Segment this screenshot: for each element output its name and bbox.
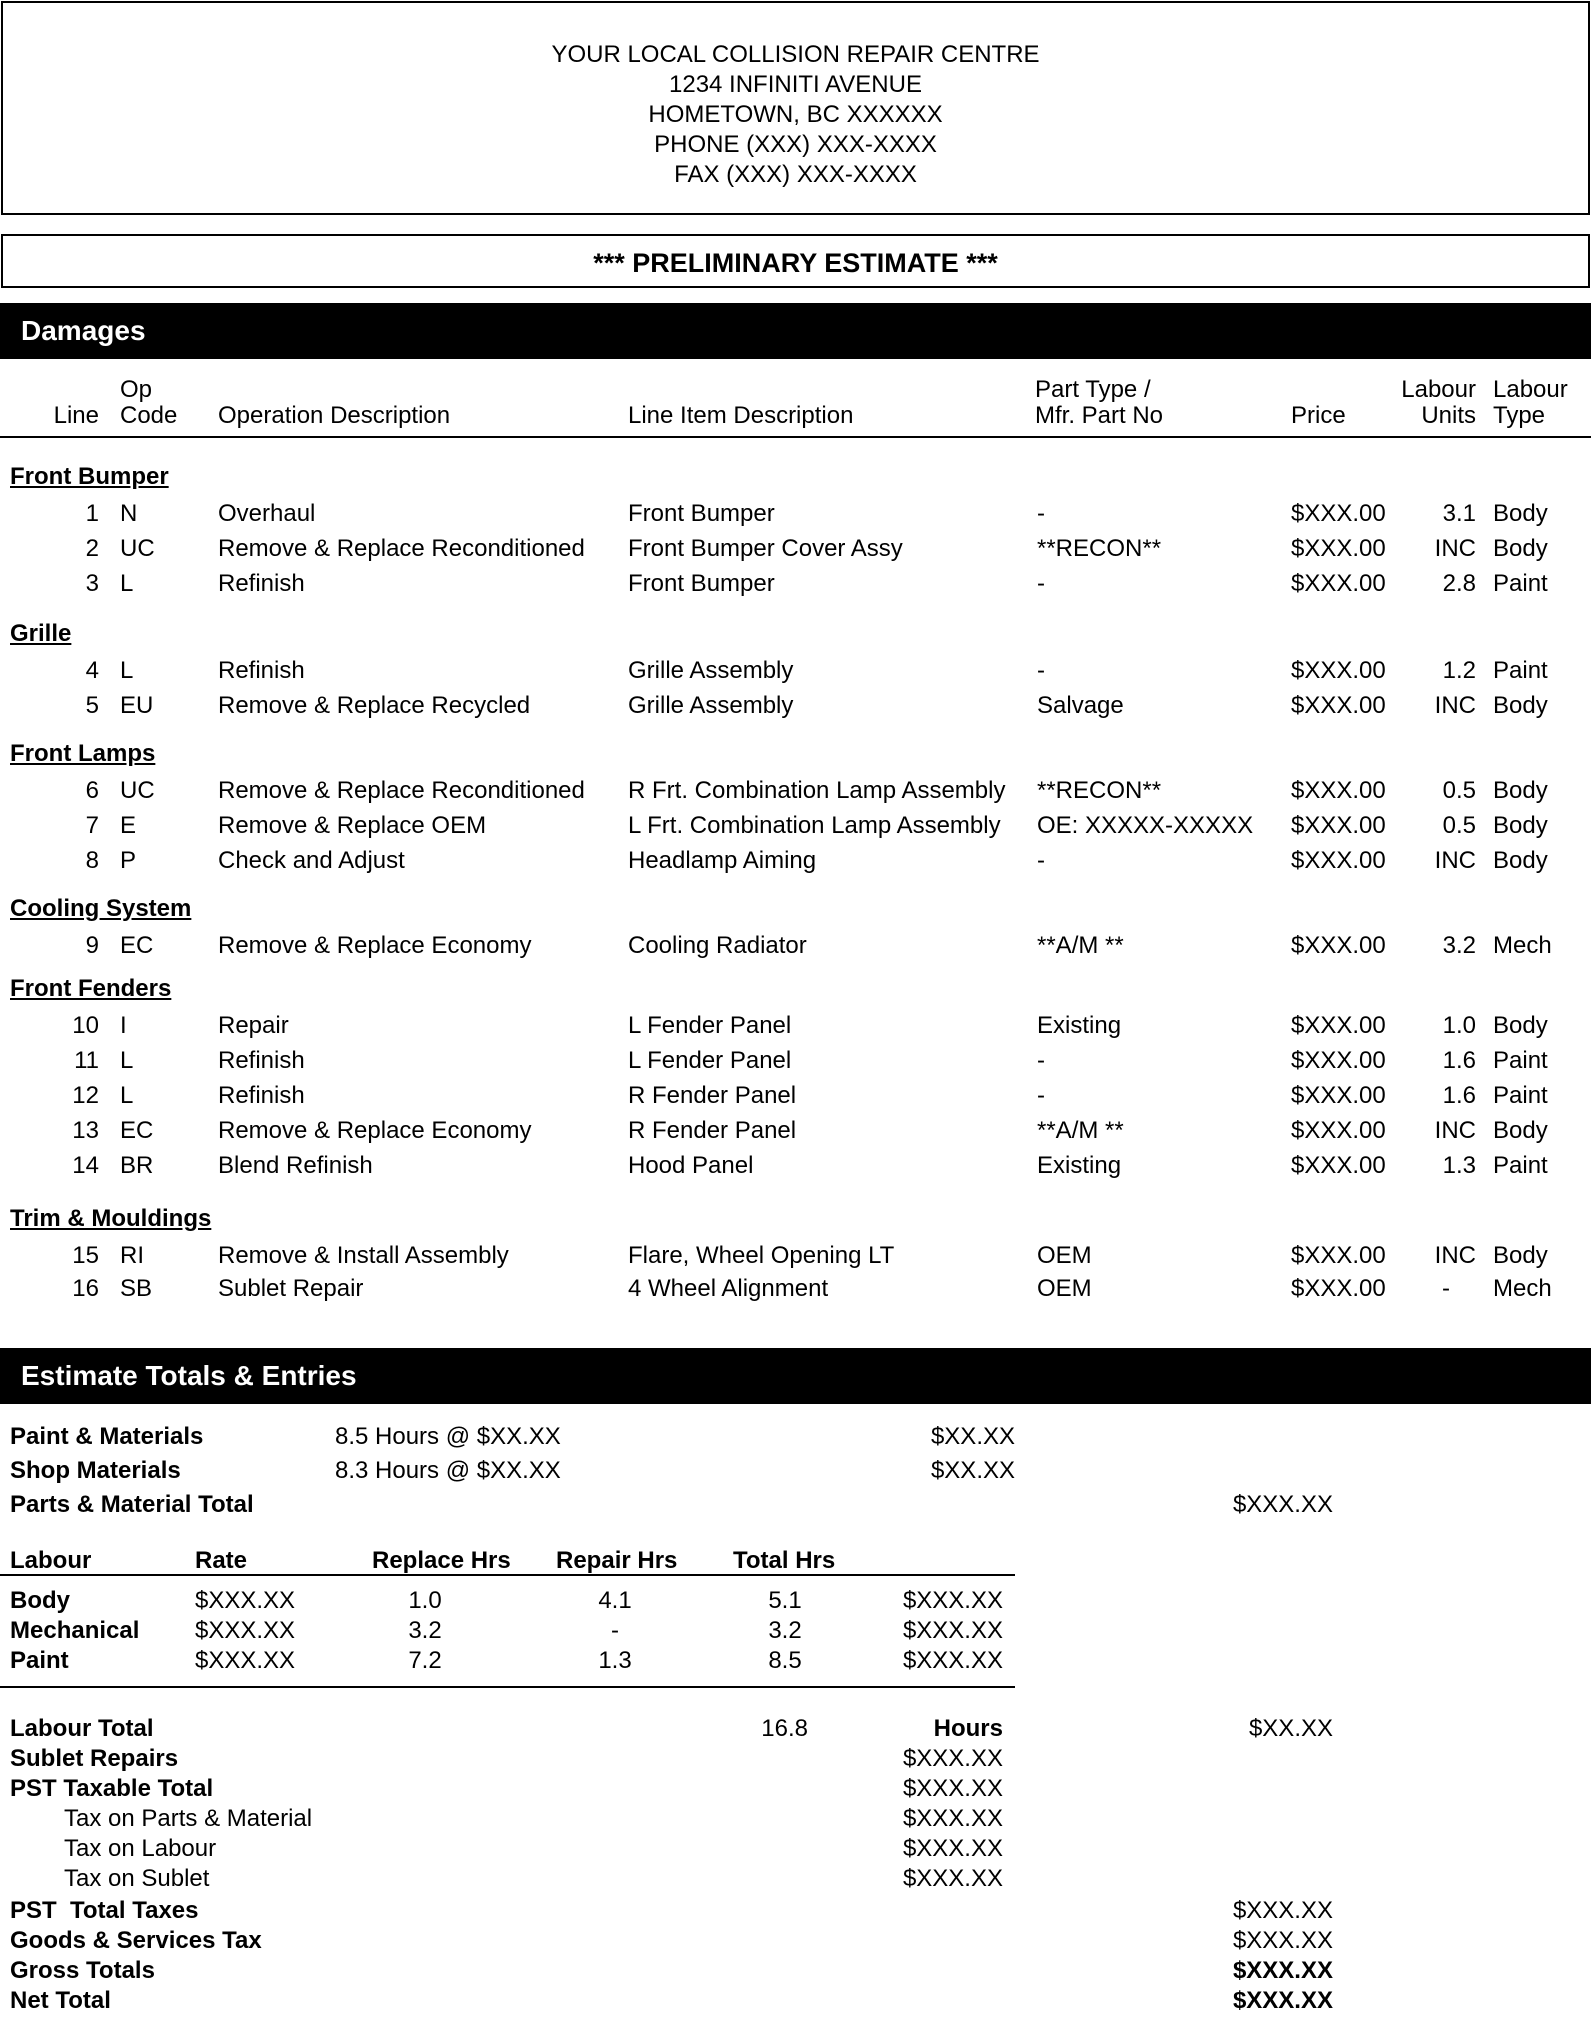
cell-price: $XXX.00 <box>1291 692 1386 719</box>
cell-type: Body <box>1493 692 1548 719</box>
cell-item: L Frt. Combination Lamp Assembly <box>628 812 1001 839</box>
damages-section-bar: Damages <box>0 303 1591 359</box>
cell-line: 5 <box>85 692 99 719</box>
labour-cell-repair: 4.1 <box>598 1587 632 1614</box>
cell-type: Body <box>1493 847 1548 874</box>
cell-op: Overhaul <box>218 500 316 527</box>
cell-part: - <box>1037 657 1045 684</box>
shop-materials-detail: 8.3 Hours @ $XX.XX <box>335 1457 561 1484</box>
totals-section-bar: Estimate Totals & Entries <box>0 1348 1591 1404</box>
cell-line: 13 <box>72 1117 99 1144</box>
cell-line: 1 <box>85 500 99 527</box>
cell-price: $XXX.00 <box>1291 812 1386 839</box>
cell-op: Blend Refinish <box>218 1152 373 1179</box>
cell-line: 9 <box>85 932 99 959</box>
cell-op: Remove & Replace Reconditioned <box>218 777 585 804</box>
cell-part: - <box>1037 1047 1045 1074</box>
col-units-top: Labour <box>1401 376 1476 403</box>
cell-op: Sublet Repair <box>218 1275 364 1302</box>
tax-labour-amount: $XXX.XX <box>902 1835 1003 1862</box>
cell-price: $XXX.00 <box>1291 570 1386 597</box>
cell-op: Refinish <box>218 657 305 684</box>
cell-code: L <box>120 1047 134 1074</box>
gst-label: Goods & Services Tax <box>10 1927 262 1954</box>
cell-type: Body <box>1493 535 1548 562</box>
gross-total-label: Gross Totals <box>10 1957 155 1984</box>
cell-code: EU <box>120 692 154 719</box>
paint-materials-amount: $XX.XX <box>930 1423 1015 1450</box>
cell-code: UC <box>120 777 155 804</box>
cell-item: Grille Assembly <box>628 692 794 719</box>
cell-type: Body <box>1493 500 1548 527</box>
cell-code: L <box>120 657 134 684</box>
cell-code: N <box>120 500 138 527</box>
cell-item: R Frt. Combination Lamp Assembly <box>628 777 1006 804</box>
shop-fax: FAX (XXX) XXX-XXXX <box>674 161 917 188</box>
cell-price: $XXX.00 <box>1291 657 1386 684</box>
group-title: Trim & Mouldings <box>10 1205 212 1232</box>
cell-price: $XXX.00 <box>1291 777 1386 804</box>
cell-price: $XXX.00 <box>1291 847 1386 874</box>
cell-units: 3.1 <box>1442 500 1476 527</box>
col-type-top: Labour <box>1493 376 1568 403</box>
col-item-desc: Line Item Description <box>628 402 854 429</box>
shop-name: YOUR LOCAL COLLISION REPAIR CENTRE <box>551 41 1040 68</box>
labour-cell-rate: $XXX.XX <box>195 1617 296 1644</box>
cell-part: **RECON** <box>1037 777 1162 804</box>
parts-total-amount: $XXX.XX <box>1232 1491 1333 1518</box>
labour-total-amount: $XX.XX <box>1248 1715 1333 1742</box>
labour-cell-amount: $XXX.XX <box>902 1617 1003 1644</box>
col-part-bottom: Mfr. Part No <box>1035 402 1164 429</box>
cell-op: Remove & Replace Economy <box>218 1117 532 1144</box>
cell-type: Paint <box>1493 1152 1548 1179</box>
cell-units: 1.6 <box>1442 1082 1476 1109</box>
labour-cell-name: Paint <box>10 1647 69 1674</box>
cell-code: UC <box>120 535 155 562</box>
cell-code: P <box>120 847 137 874</box>
cell-price: $XXX.00 <box>1291 932 1386 959</box>
cell-code: E <box>120 812 137 839</box>
labour-col-labour: Labour <box>10 1547 92 1574</box>
cell-type: Paint <box>1493 1047 1548 1074</box>
cell-line: 6 <box>85 777 99 804</box>
cell-type: Body <box>1493 1242 1548 1269</box>
col-units-bottom: Units <box>1421 402 1476 429</box>
sublet-label: Sublet Repairs <box>10 1745 179 1772</box>
labour-cell-name: Body <box>10 1587 70 1614</box>
labour-cell-amount: $XXX.XX <box>902 1587 1003 1614</box>
tax-sublet-amount: $XXX.XX <box>902 1865 1003 1892</box>
net-total-amount: $XXX.XX <box>1232 1987 1333 2014</box>
cell-line: 2 <box>85 535 99 562</box>
cell-item: 4 Wheel Alignment <box>628 1275 829 1302</box>
group-title: Front Bumper <box>10 463 169 490</box>
parts-total-label: Parts & Material Total <box>10 1491 254 1518</box>
cell-type: Paint <box>1493 570 1548 597</box>
pst-total-label: PST Total Taxes <box>10 1897 199 1924</box>
cell-type: Paint <box>1493 1082 1548 1109</box>
cell-part: OEM <box>1037 1275 1092 1302</box>
shop-city: HOMETOWN, BC XXXXXX <box>648 101 943 128</box>
cell-item: L Fender Panel <box>628 1012 792 1039</box>
estimate-title-box <box>1 234 1590 288</box>
damages-header-rule <box>0 436 1591 438</box>
cell-units: INC <box>1434 692 1476 719</box>
sublet-amount: $XXX.XX <box>902 1745 1003 1772</box>
cell-line: 4 <box>85 657 99 684</box>
net-total-label: Net Total <box>10 1987 111 2014</box>
tax-parts-label: Tax on Parts & Material <box>64 1805 313 1832</box>
gst-amount: $XXX.XX <box>1232 1927 1333 1954</box>
paint-materials-detail: 8.5 Hours @ $XX.XX <box>335 1423 561 1450</box>
cell-type: Paint <box>1493 657 1548 684</box>
labour-cell-total: 3.2 <box>768 1617 802 1644</box>
cell-item: R Fender Panel <box>628 1117 797 1144</box>
cell-line: 11 <box>74 1047 99 1074</box>
cell-units: INC <box>1434 535 1476 562</box>
cell-price: $XXX.00 <box>1291 1047 1386 1074</box>
cell-code: EC <box>120 932 154 959</box>
shop-header-box <box>1 1 1590 215</box>
col-type-bottom: Type <box>1493 402 1546 429</box>
labour-col-rate: Rate <box>195 1547 248 1574</box>
labour-cell-replace: 3.2 <box>408 1617 442 1644</box>
cell-type: Body <box>1493 1117 1548 1144</box>
estimate-title: *** PRELIMINARY ESTIMATE *** <box>593 248 998 278</box>
labour-total-hours-label: Hours <box>933 1715 1003 1742</box>
cell-item: Headlamp Aiming <box>628 847 817 874</box>
col-part-top: Part Type / <box>1035 376 1151 403</box>
cell-price: $XXX.00 <box>1291 1012 1386 1039</box>
cell-price: $XXX.00 <box>1291 1152 1386 1179</box>
pst-taxable-label: PST Taxable Total <box>10 1775 214 1802</box>
labour-cell-name: Mechanical <box>10 1617 140 1644</box>
labour-footer-rule <box>0 1686 1015 1688</box>
col-op-bottom: Code <box>120 402 178 429</box>
col-price: Price <box>1291 402 1346 429</box>
col-line: Line <box>53 402 99 429</box>
cell-op: Refinish <box>218 570 305 597</box>
labour-cell-amount: $XXX.XX <box>902 1647 1003 1674</box>
cell-part: **A/M ** <box>1037 932 1124 959</box>
cell-line: 12 <box>72 1082 99 1109</box>
cell-item: Hood Panel <box>628 1152 754 1179</box>
labour-col-replace: Replace Hrs <box>372 1547 511 1574</box>
cell-code: I <box>120 1012 127 1039</box>
cell-code: L <box>120 1082 134 1109</box>
cell-item: Grille Assembly <box>628 657 794 684</box>
cell-line: 16 <box>72 1275 99 1302</box>
cell-code: BR <box>120 1152 154 1179</box>
labour-total-hours: 16.8 <box>761 1715 808 1742</box>
cell-code: SB <box>120 1275 153 1302</box>
cell-units: 3.2 <box>1442 932 1476 959</box>
cell-code: RI <box>120 1242 144 1269</box>
col-op-top: Op <box>120 376 153 403</box>
cell-line: 14 <box>72 1152 99 1179</box>
pst-taxable-amount: $XXX.XX <box>902 1775 1003 1802</box>
labour-total-label: Labour Total <box>10 1715 154 1742</box>
cell-part: OEM <box>1037 1242 1092 1269</box>
cell-units: 1.3 <box>1442 1152 1476 1179</box>
labour-cell-replace: 1.0 <box>408 1587 442 1614</box>
cell-op: Repair <box>218 1012 289 1039</box>
shop-address: 1234 INFINITI AVENUE <box>669 71 922 98</box>
cell-part: Existing <box>1037 1152 1122 1179</box>
cell-part: OE: XXXXX-XXXXX <box>1037 812 1254 839</box>
cell-price: $XXX.00 <box>1291 500 1386 527</box>
cell-part: - <box>1037 500 1045 527</box>
cell-price: $XXX.00 <box>1291 1242 1386 1269</box>
cell-units: 1.2 <box>1442 657 1476 684</box>
cell-op: Remove & Install Assembly <box>218 1242 509 1269</box>
cell-units: INC <box>1434 1242 1476 1269</box>
cell-part: Salvage <box>1037 692 1124 719</box>
gross-total-amount: $XXX.XX <box>1232 1957 1333 1984</box>
cell-part: - <box>1037 847 1045 874</box>
tax-labour-label: Tax on Labour <box>64 1835 217 1862</box>
cell-price: $XXX.00 <box>1291 1082 1386 1109</box>
cell-op: Remove & Replace Economy <box>218 932 532 959</box>
labour-header-rule <box>0 1574 1015 1576</box>
cell-op: Remove & Replace Recycled <box>218 692 531 719</box>
group-title: Grille <box>10 620 72 647</box>
cell-units: 1.6 <box>1442 1047 1476 1074</box>
cell-price: $XXX.00 <box>1291 1275 1386 1302</box>
cell-code: EC <box>120 1117 154 1144</box>
cell-op: Remove & Replace OEM <box>218 812 487 839</box>
col-op-desc: Operation Description <box>218 402 451 429</box>
labour-cell-rate: $XXX.XX <box>195 1587 296 1614</box>
group-title: Front Fenders <box>10 975 172 1002</box>
cell-part: Existing <box>1037 1012 1122 1039</box>
labour-cell-total: 5.1 <box>768 1587 802 1614</box>
cell-line: 8 <box>85 847 99 874</box>
cell-item: Front Bumper <box>628 500 775 527</box>
cell-part: **A/M ** <box>1037 1117 1124 1144</box>
cell-line: 3 <box>85 570 99 597</box>
cell-op: Refinish <box>218 1047 305 1074</box>
labour-col-total: Total Hrs <box>733 1547 836 1574</box>
tax-parts-amount: $XXX.XX <box>902 1805 1003 1832</box>
cell-line: 10 <box>72 1012 99 1039</box>
labour-col-repair: Repair Hrs <box>556 1547 678 1574</box>
cell-price: $XXX.00 <box>1291 1117 1386 1144</box>
pst-total-amount: $XXX.XX <box>1232 1897 1333 1924</box>
tax-sublet-label: Tax on Sublet <box>64 1865 210 1892</box>
cell-type: Mech <box>1493 932 1552 959</box>
paint-materials-label: Paint & Materials <box>10 1423 204 1450</box>
cell-part: **RECON** <box>1037 535 1162 562</box>
labour-cell-total: 8.5 <box>768 1647 802 1674</box>
cell-units: 1.0 <box>1442 1012 1476 1039</box>
cell-units: 0.5 <box>1442 777 1476 804</box>
labour-cell-repair: 1.3 <box>598 1647 632 1674</box>
cell-code: L <box>120 570 134 597</box>
cell-item: Cooling Radiator <box>628 932 807 959</box>
shop-phone: PHONE (XXX) XXX-XXXX <box>654 131 937 158</box>
cell-item: L Fender Panel <box>628 1047 792 1074</box>
cell-units: - <box>1442 1275 1450 1302</box>
cell-op: Check and Adjust <box>218 847 405 874</box>
cell-price: $XXX.00 <box>1291 535 1386 562</box>
cell-op: Remove & Replace Reconditioned <box>218 535 585 562</box>
cell-part: - <box>1037 570 1045 597</box>
labour-cell-rate: $XXX.XX <box>195 1647 296 1674</box>
cell-item: R Fender Panel <box>628 1082 797 1109</box>
cell-item: Front Bumper <box>628 570 775 597</box>
cell-part: - <box>1037 1082 1045 1109</box>
group-title: Front Lamps <box>10 740 156 767</box>
cell-type: Body <box>1493 1012 1548 1039</box>
labour-cell-replace: 7.2 <box>408 1647 442 1674</box>
cell-type: Body <box>1493 812 1548 839</box>
labour-cell-repair: - <box>611 1617 619 1644</box>
cell-units: 0.5 <box>1442 812 1476 839</box>
cell-type: Mech <box>1493 1275 1552 1302</box>
cell-line: 15 <box>72 1242 99 1269</box>
cell-item: Front Bumper Cover Assy <box>628 535 903 562</box>
cell-units: 2.8 <box>1442 570 1476 597</box>
cell-item: Flare, Wheel Opening LT <box>628 1242 895 1269</box>
cell-units: INC <box>1434 1117 1476 1144</box>
group-title: Cooling System <box>10 895 192 922</box>
cell-units: INC <box>1434 847 1476 874</box>
shop-materials-label: Shop Materials <box>10 1457 181 1484</box>
shop-materials-amount: $XX.XX <box>930 1457 1015 1484</box>
cell-op: Refinish <box>218 1082 305 1109</box>
cell-type: Body <box>1493 777 1548 804</box>
cell-line: 7 <box>85 812 99 839</box>
